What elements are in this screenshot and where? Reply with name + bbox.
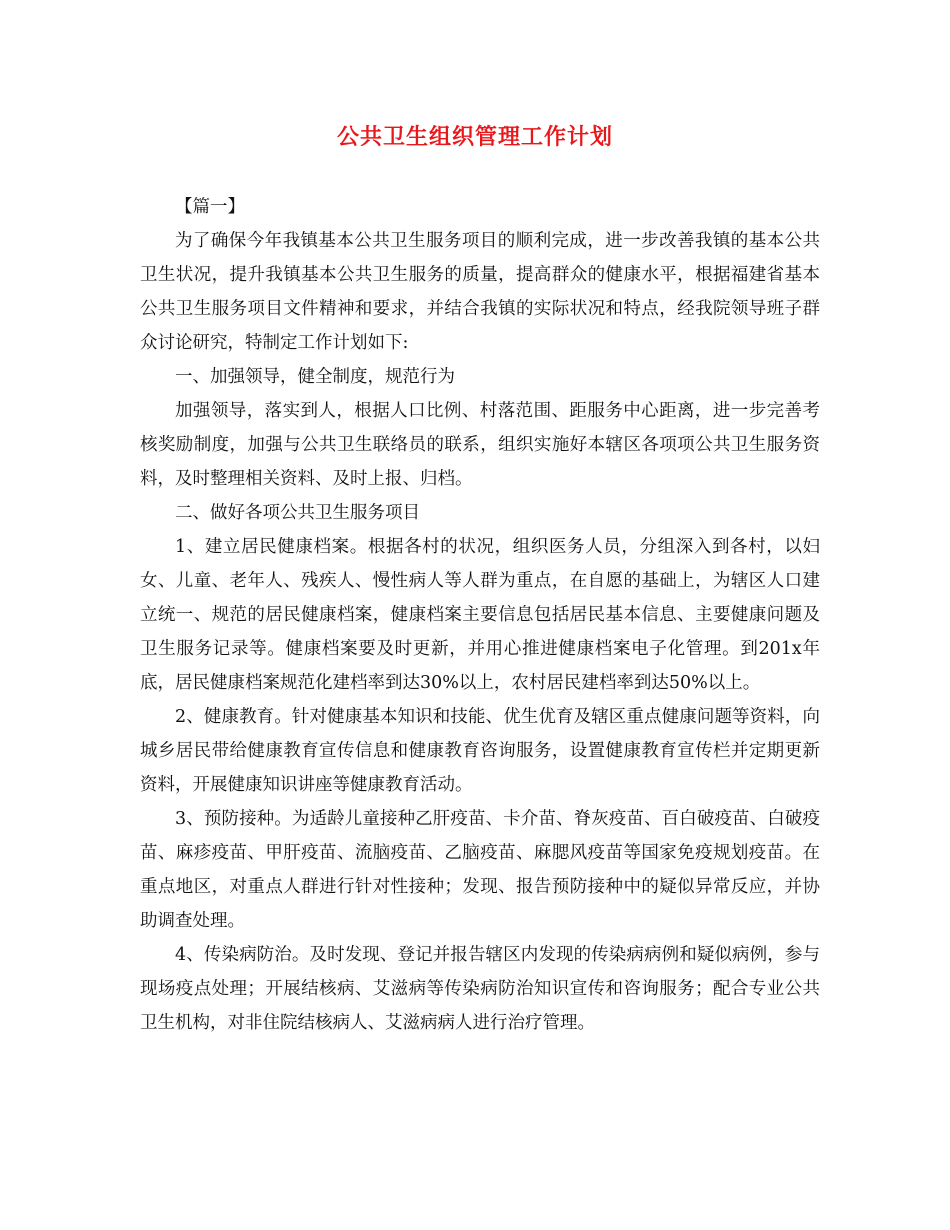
section-heading-pian-yi: 【篇一】 bbox=[175, 197, 245, 217]
item-4-paragraph: 4、传染病防治。及时发现、登记并报告辖区内发现的传染病病例和疑似病例，参与现场疫点处理；开展结核病、艾滋病等传染病防治知识宣传和咨询服务；配合专业公共卫生机构，对非住院结核病人、艾滋病病人进行治疗管理。 bbox=[140, 945, 820, 1033]
item-2-paragraph: 2、健康教育。针对健康基本知识和技能、优生优育及辖区重点健康问题等资料，向城乡居民带给健康教育宣传信息和健康教育咨询服务，设置健康教育宣传栏并定期更新资料，开展健康知识讲座等健康教育活动。 bbox=[140, 707, 820, 795]
item-1-paragraph: 1、建立居民健康档案。根据各村的状况，组织医务人员，分组深入到各村，以妇女、儿童、老年人、残疾人、慢性病人等人群为重点，在自愿的基础上，为辖区人口建立统一、规范的居民健康档案，健康档案主要信息包括居民基本信息、主要健康问题及卫生服务记录等。健康档案要及时更新，并用心推进健康档案电子化管理。到201x年底，居民健康档案规范化建档率到达30%以上，农村居民建档率到达50%以上。 bbox=[140, 537, 820, 693]
section-heading-1: 一、加强领导，健全制度，规范行为 bbox=[175, 367, 455, 387]
document-title: 公共卫生组织管理工作计划 bbox=[336, 124, 613, 150]
item-3-paragraph: 3、预防接种。为适龄儿童接种乙肝疫苗、卡介苗、脊灰疫苗、百白破疫苗、白破疫苗、麻疹疫苗、甲肝疫苗、流脑疫苗、乙脑疫苗、麻腮风疫苗等国家免疫规划疫苗。在重点地区，对重点人群进行针对性接种；发现、报告预防接种中的疑似异常反应，并协助调查处理。 bbox=[140, 809, 820, 931]
section-heading-2: 二、做好各项公共卫生服务项目 bbox=[175, 503, 420, 523]
section-1-paragraph: 加强领导，落实到人，根据人口比例、村落范围、距服务中心距离，进一步完善考核奖励制度，加强与公共卫生联络员的联系，组织实施好本辖区各项项公共卫生服务资料，及时整理相关资料、及时上报、归档。 bbox=[140, 401, 820, 489]
intro-paragraph: 为了确保今年我镇基本公共卫生服务项目的顺利完成，进一步改善我镇的基本公共卫生状况，提升我镇基本公共卫生服务的质量，提高群众的健康水平，根据福建省基本公共卫生服务项目文件精神和要求，并结合我镇的实际状况和特点，经我院领导班子群众讨论研究，特制定工作计划如下: bbox=[140, 231, 820, 353]
document-body bbox=[140, 190, 820, 1040]
